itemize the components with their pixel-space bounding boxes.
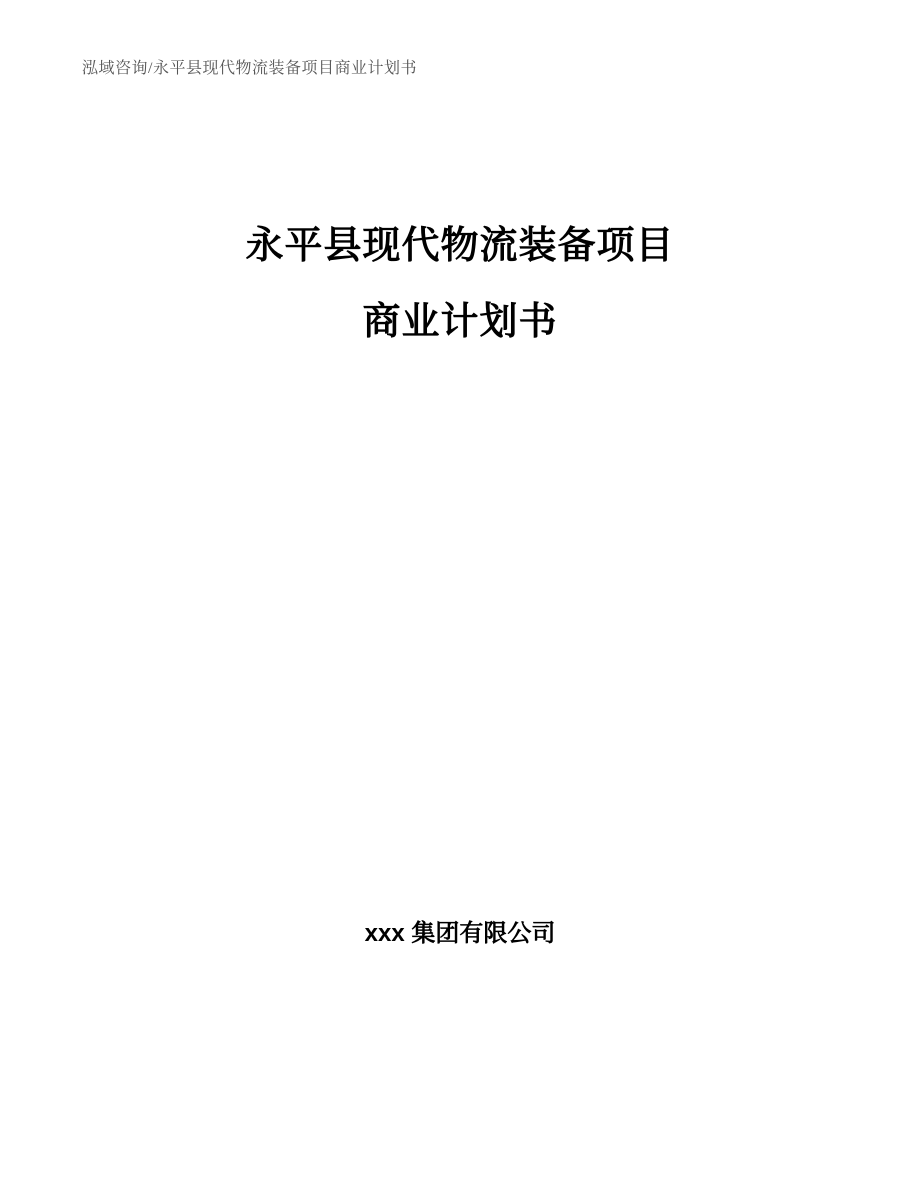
document-title-line-2: 商业计划书 <box>362 301 558 343</box>
header-text: 泓域咨询/永平县现代物流装备项目商业计划书 <box>82 60 417 77</box>
title-block <box>0 208 920 360</box>
page-header <box>82 55 417 78</box>
document-title-line-1: 永平县现代物流装备项目 <box>245 225 675 267</box>
company-name: xxx 集团有限公司 <box>364 920 556 947</box>
